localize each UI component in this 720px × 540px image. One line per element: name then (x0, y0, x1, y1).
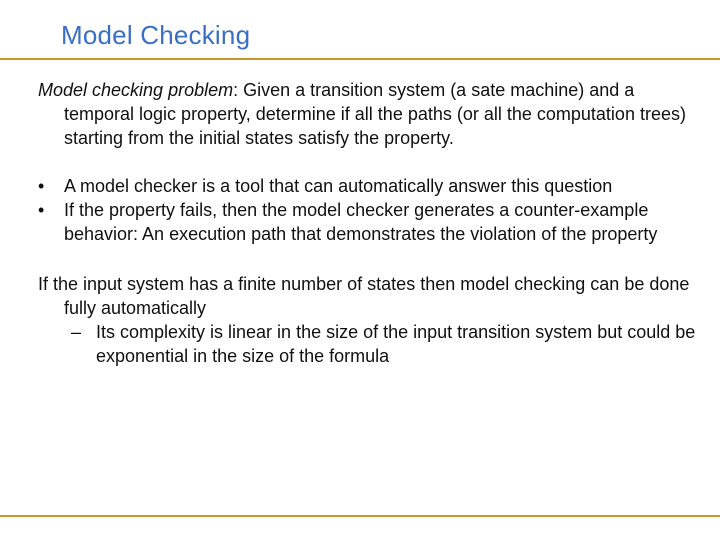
sub-item-text: Its complexity is linear in the size of the input transition system but could be exponential in the size of the formula (96, 322, 696, 366)
slide-title: Model Checking (61, 20, 251, 50)
bullet-item (38, 198, 698, 246)
bullet-item (38, 174, 698, 198)
bullet-text: If the property fails, then the model checker generates a counter-example behavior: An execution path that demonstrates the violation of the property (64, 200, 658, 244)
slide-body (38, 78, 698, 368)
sub-item (38, 320, 698, 368)
bullet-icon: • (38, 176, 45, 196)
footer-divider (0, 515, 720, 517)
finite-states-paragraph: If the input system has a finite number of states then model checking can be done fully automatically (38, 274, 690, 318)
bullet-list (38, 174, 698, 246)
bullet-icon: • (38, 200, 45, 220)
dash-icon: – (71, 322, 82, 342)
definition-term: Model checking problem (38, 80, 234, 100)
title-divider (0, 58, 720, 60)
definition-paragraph (38, 78, 698, 150)
bullet-text: A model checker is a tool that can automatically answer this question (64, 176, 613, 196)
definition-text: : Given a transition system (a sate machine) and a temporal logic property, determine if all the paths (or all the computation trees) starting from the initial states satisfy the property. (64, 80, 686, 148)
